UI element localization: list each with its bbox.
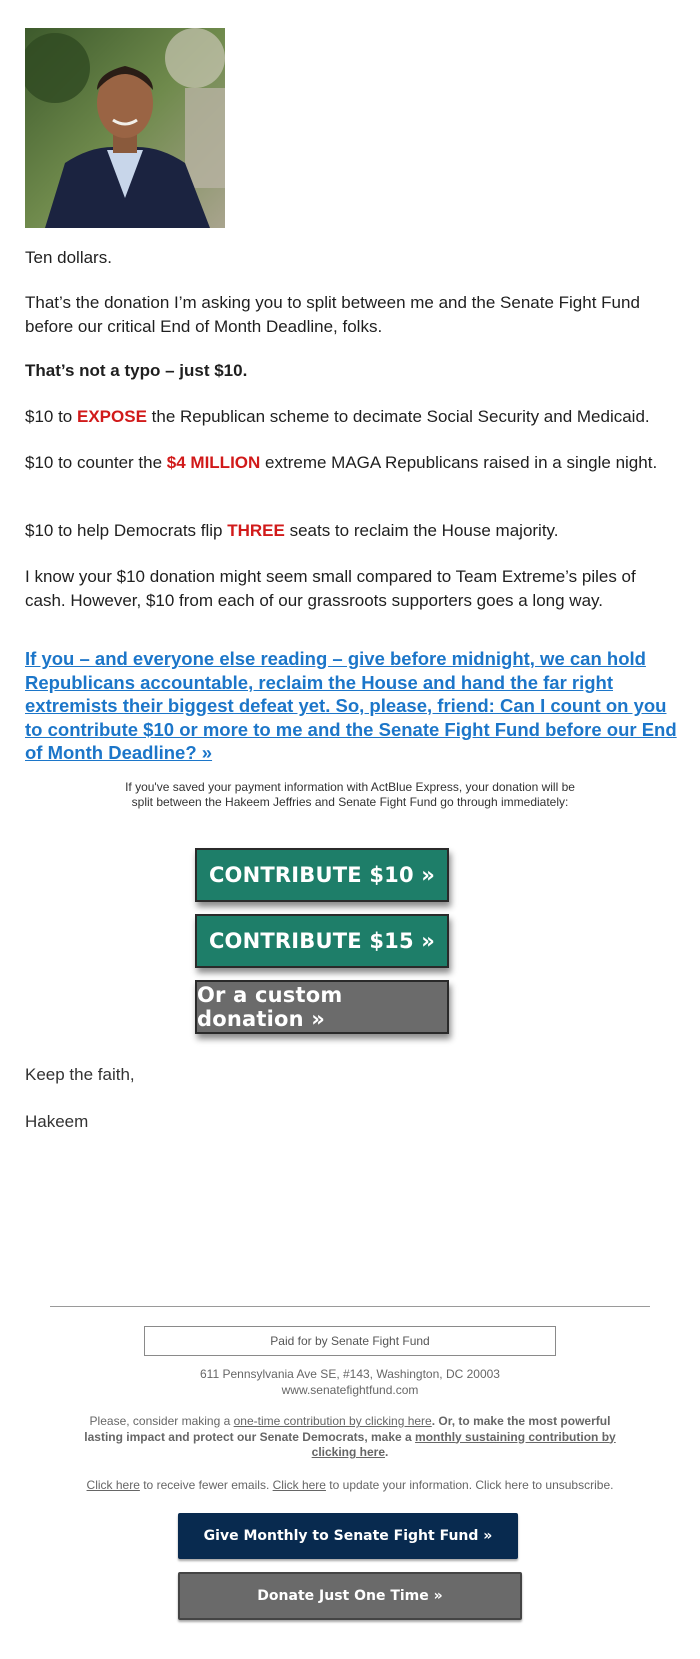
update-info-link[interactable]: Click here [272, 1478, 326, 1492]
footer-website: www.senatefightfund.com [281, 1383, 419, 1397]
give-monthly-button[interactable]: Give Monthly to Senate Fight Fund » [178, 1513, 518, 1559]
paragraph-million [25, 451, 675, 475]
paragraph-not-typo: That’s not a typo – just $10. [25, 361, 248, 380]
monthly-contribution-link[interactable]: monthly sustaining contribution by clicking here [311, 1429, 616, 1459]
signoff: Keep the faith, [25, 1065, 135, 1084]
text: extreme MAGA Republicans raised in a single night. [260, 453, 658, 472]
emphasis-million: $4 MILLION [166, 453, 261, 472]
text: the Republican scheme to decimate Social Security and Medicaid. [146, 407, 650, 426]
paid-for-disclaimer: Paid for by Senate Fight Fund [144, 1326, 556, 1356]
footer-divider [50, 1306, 650, 1307]
paragraph-small-donation: I know your $10 donation might seem small compared to Team Extreme’s piles of cash. However, $10 from each of our grassroots supporters goes a long way. [25, 567, 636, 610]
footer-email-prefs [40, 1478, 660, 1494]
contribute-10-button[interactable]: CONTRIBUTE $10 » [195, 848, 449, 902]
candidate-photo [25, 28, 225, 228]
text: Please, consider making a [89, 1414, 234, 1428]
fewer-emails-link[interactable]: Click here [86, 1478, 140, 1492]
signature: Hakeem [25, 1112, 89, 1131]
text: seats to reclaim the House majority. [284, 521, 559, 540]
custom-donation-button[interactable]: Or a custom donation » [195, 980, 449, 1034]
portrait-image [25, 28, 225, 228]
paragraph-expose [25, 405, 675, 429]
donate-cta-link[interactable]: If you – and everyone else reading – give before midnight, we can hold Republicans accountable, reclaim the House and hand the far right extremists their biggest defeat yet. So, please, friend: Can I count on you to contribute $10 or more to me and the Senate Fight Fund before our End of Month Deadline? » [25, 648, 677, 763]
text: $10 to [25, 407, 77, 426]
text: $10 to counter the [25, 453, 167, 472]
footer-address: 611 Pennsylvania Ave SE, #143, Washington, DC 20003 [200, 1367, 500, 1381]
text: . Or, to make the most powerful lasting impact and protect our Senate Democrats, make a [84, 1414, 611, 1444]
paragraph-three [25, 519, 675, 543]
donate-one-time-button[interactable]: Donate Just One Time » [178, 1572, 522, 1620]
actblue-express-note: If you've saved your payment information with ActBlue Express, your donation will be split between the Hakeem Jeffries and Senate Fight Fund go through immediately: [125, 780, 575, 809]
text: $10 to help Democrats flip [25, 521, 228, 540]
text: . [385, 1445, 389, 1459]
contribute-15-button[interactable]: CONTRIBUTE $15 » [195, 914, 449, 968]
emphasis-three: THREE [227, 521, 285, 540]
one-time-contribution-link[interactable]: one-time contribution by clicking here [233, 1414, 432, 1428]
footer-contribution-note [70, 1414, 630, 1461]
opening-line: Ten dollars. [25, 248, 112, 267]
paragraph-ask: That’s the donation I’m asking you to split between me and the Senate Fight Fund before our critical End of Month Deadline, folks. [25, 293, 640, 336]
text: to update your information. Click here to unsubscribe. [325, 1478, 614, 1492]
emphasis-expose: EXPOSE [77, 407, 147, 426]
text: to receive fewer emails. [139, 1478, 273, 1492]
